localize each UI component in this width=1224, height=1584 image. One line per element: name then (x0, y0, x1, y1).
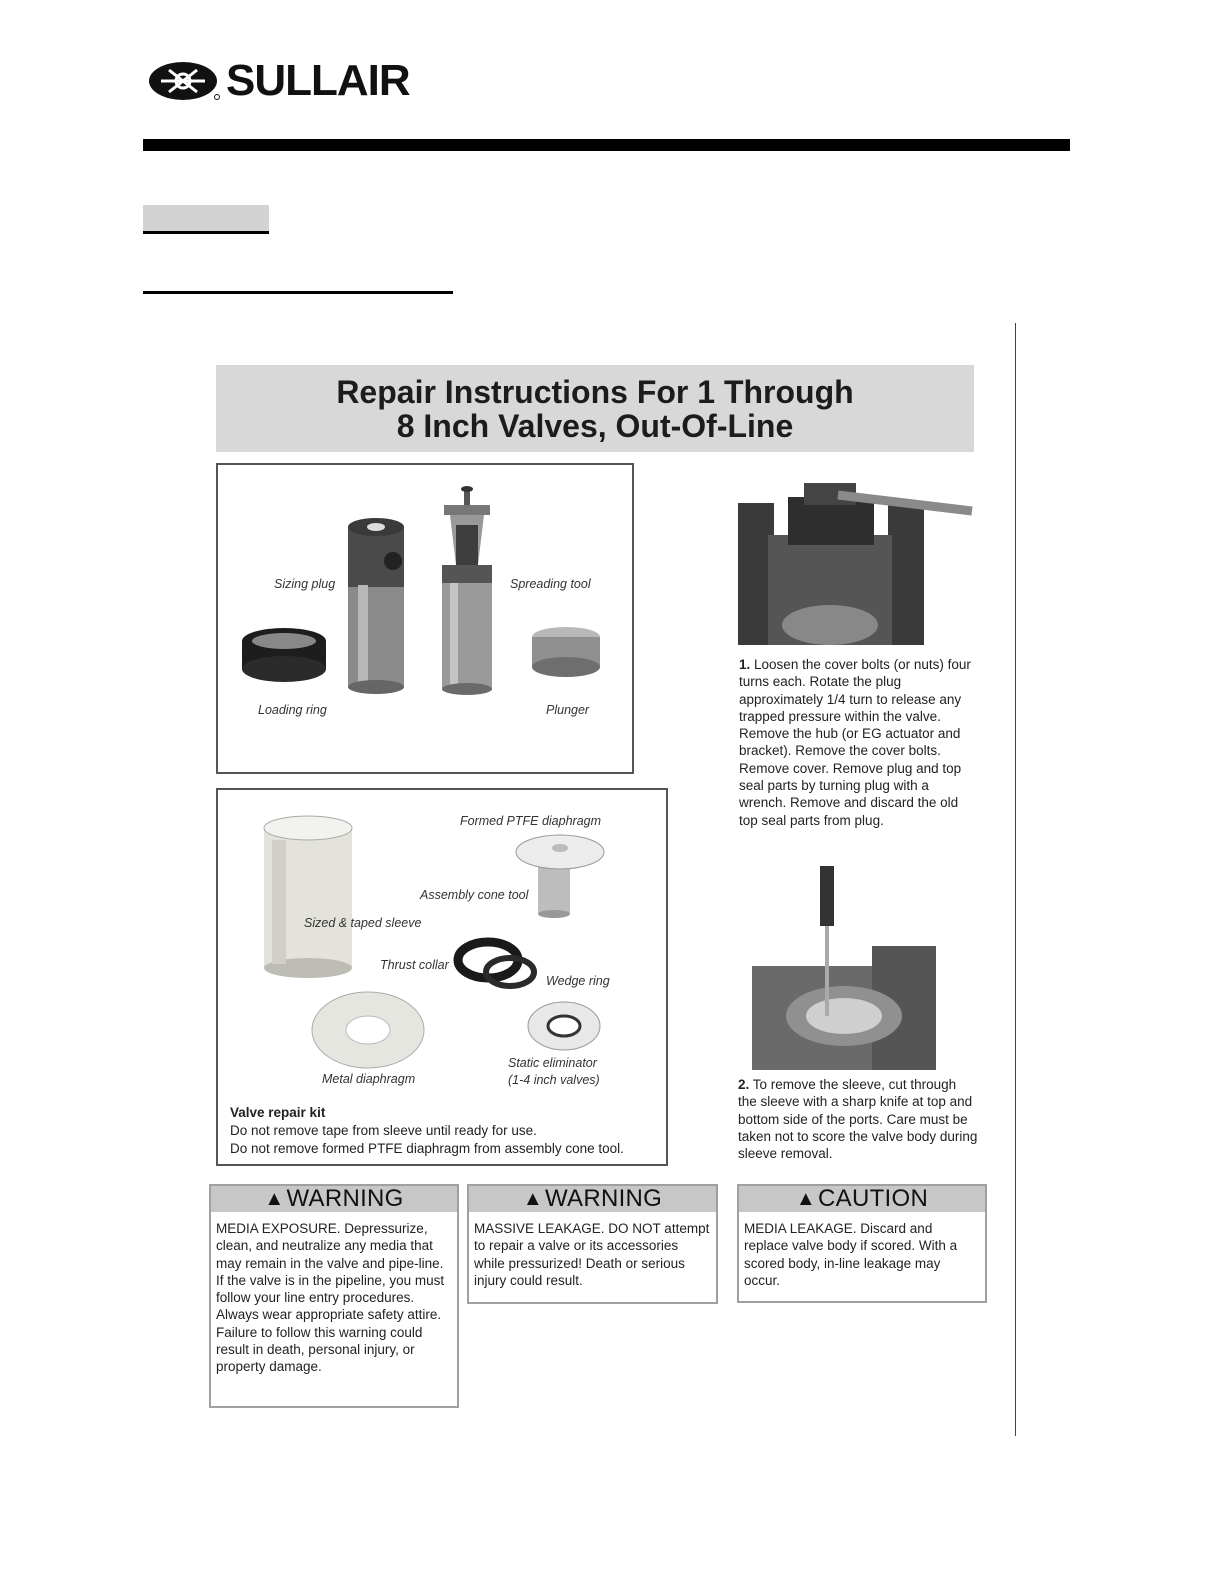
page-title (336, 375, 853, 443)
caption-metal-diaphragm: Metal diaphragm (322, 1072, 416, 1086)
caption-spreading-tool: Spreading tool (510, 577, 591, 591)
warning-triangle-icon: ▲ (264, 1187, 285, 1210)
sleeve-removal-photo (752, 866, 936, 1070)
header-rule (143, 139, 1070, 151)
warning-text: MASSIVE LEAKAGE. DO NOT attempt to repair a valve or its accessories while pressurized! Death or serious injury could result. (474, 1221, 710, 1288)
caption-sizing-plug: Sizing plug (274, 577, 336, 591)
warning-box-massive-leakage (467, 1184, 718, 1304)
kit-note-1: Do not remove tape from sleeve until ready for use. (230, 1123, 537, 1138)
caution-header (739, 1186, 985, 1212)
title-line-2: 8 Inch Valves, Out-Of-Line (396, 407, 794, 444)
step-2-text: To remove the sleeve, cut through the sleeve with a sharp knife at top and bottom side of the ports. Care must be taken not to score the valve body during sleeve removal. (738, 1077, 978, 1162)
brand-name: SULLAIR (226, 56, 410, 105)
warning-box-media-exposure (209, 1184, 459, 1408)
margin-line (1015, 323, 1016, 1436)
warning-triangle-icon: ▲ (522, 1187, 543, 1210)
caption-loading-ring: Loading ring (258, 703, 327, 717)
caution-box-media-leakage (737, 1184, 987, 1303)
section-tab (143, 205, 269, 234)
caution-triangle-icon: ▲ (795, 1187, 816, 1210)
step-1-text: Loosen the cover bolts (or nuts) four turns each. Rotate the plug approximately 1/4 turn to release any trapped pressure within the valve. Remove the hub (or EG actuator and bracket). Remove the cover bolts. Remove cover. Remove plug and top seal parts by turning plug with a wrench. Remove and discard the old top seal parts from plug. (739, 657, 971, 828)
tools-panel (216, 463, 634, 774)
caption-wedge-ring: Wedge ring (546, 974, 610, 988)
warning-header (469, 1186, 716, 1212)
caution-label: CAUTION (818, 1185, 929, 1212)
caption-assembly-cone-tool: Assembly cone tool (420, 888, 529, 902)
caption-static-eliminator-note: (1-4 inch valves) (508, 1073, 600, 1087)
warning-label: WARNING (286, 1185, 404, 1212)
caption-formed-ptfe-diaphragm: Formed PTFE diaphragm (460, 814, 602, 828)
caption-static-eliminator: Static eliminator (508, 1056, 597, 1070)
step-2-number: 2. (738, 1077, 750, 1092)
valve-photo (738, 475, 974, 645)
tools-photo (218, 465, 632, 772)
caution-text: MEDIA LEAKAGE. Discard and replace valve body if scored. With a scored body, in-line leakage may occur. (744, 1221, 958, 1288)
section-underline (143, 291, 453, 294)
step-1 (739, 656, 979, 829)
repair-kit-panel (216, 788, 668, 1166)
kit-photo (218, 790, 666, 1090)
title-band (216, 365, 974, 452)
step-1-number: 1. (739, 657, 751, 672)
title-line-1: Repair Instructions For 1 Through (336, 373, 854, 410)
warning-text: MEDIA EXPOSURE. Depressurize, clean, and neutralize any media that may remain in the valve and pipe-line. If the valve is in the pipeline, you must follow your line entry procedures. Always wear appropriate safety attire. Failure to follow this warning could result in death, personal injury, or property damage. (216, 1221, 445, 1375)
caption-sized-taped-sleeve: Sized & taped sleeve (304, 916, 422, 930)
step-2 (738, 1076, 978, 1162)
caption-plunger: Plunger (546, 703, 590, 717)
kit-heading: Valve repair kit (230, 1105, 326, 1120)
warning-header (211, 1186, 457, 1212)
kit-note-2: Do not remove formed PTFE diaphragm from assembly cone tool. (230, 1141, 624, 1156)
kit-notes (230, 1104, 624, 1158)
warning-label: WARNING (544, 1185, 663, 1212)
caption-thrust-collar: Thrust collar (380, 958, 449, 972)
